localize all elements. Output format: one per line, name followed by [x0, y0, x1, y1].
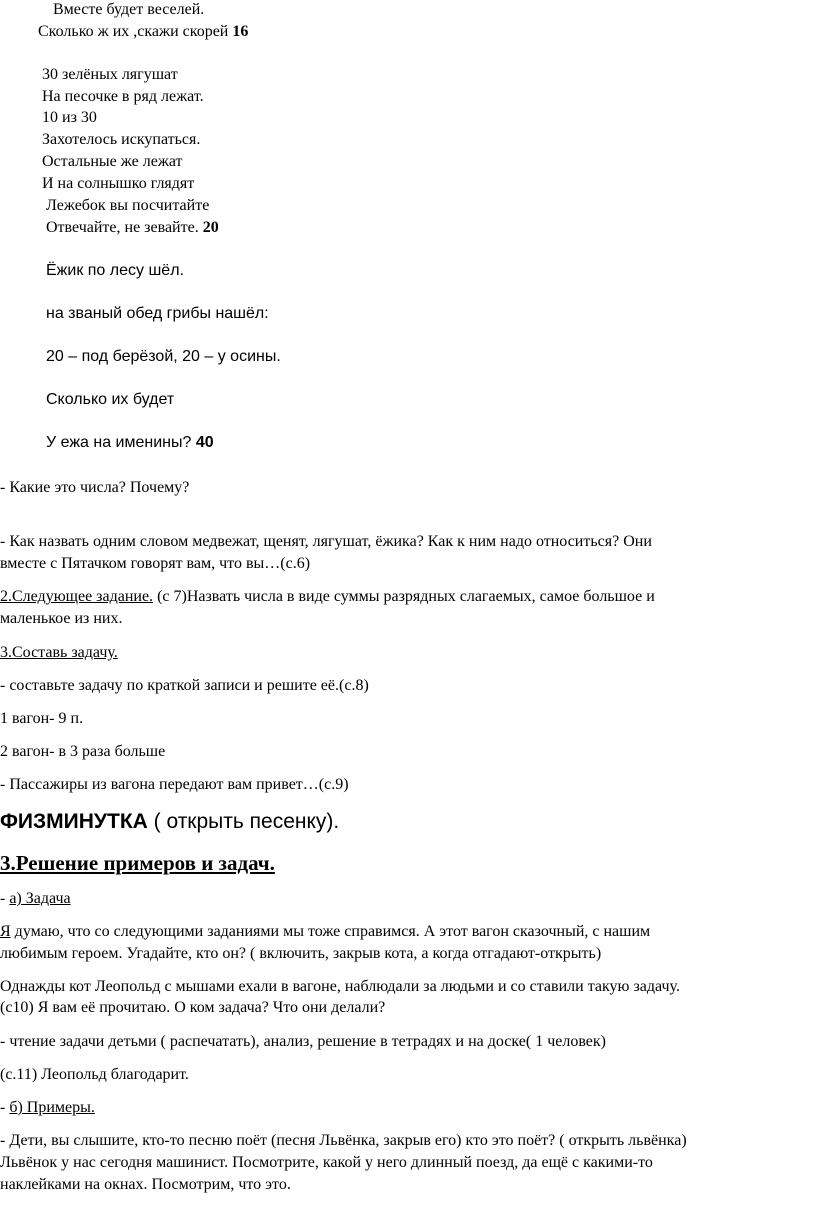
partB-dash: - [0, 1099, 10, 1116]
fizminutka-rest: ( открыть песенку). [147, 810, 340, 833]
task2-label: 2.Следующее задание. [0, 588, 154, 605]
poem2-line-5: Остальные же лежат [42, 153, 183, 170]
partB-p1-line-1: - Дети, вы слышите, кто-то песню поёт (песня Львёнка, закрыв его) кто это поёт? ( открыть львёнка) [0, 1132, 687, 1149]
poem2-line-3: 10 из 30 [42, 109, 97, 126]
partA-p2-line-2: (с10) Я вам её прочитаю. О ком задача? Что они делали? [0, 999, 386, 1016]
poem2-line-4: Захотелось искупаться. [42, 131, 201, 148]
partB-heading [0, 1098, 95, 1118]
partA-p1-ya: Я [0, 923, 11, 940]
fizminutka-bold: ФИЗМИНУТКА [0, 810, 148, 833]
task3-line-1: - составьте задачу по краткой записи и решите её.(с.8) [0, 677, 369, 694]
question-animals-line-2: вместе с Пятачком говорят вам, что вы…(с.6) [0, 555, 311, 572]
poem3-line-3: 20 – под берёзой, 20 – у осины. [46, 348, 281, 365]
poem3-line-5 [46, 433, 214, 453]
poem2-line-8-text: Отвечайте, не зевайте. [46, 219, 199, 236]
task2-line-1 [0, 587, 655, 607]
task3-line-3: 2 вагон- в 3 раза больше [0, 743, 166, 760]
task3-line-4: - Пассажиры из вагона передают вам привет…(с.9) [0, 776, 349, 793]
fizminutka-heading [0, 809, 339, 835]
partB-label: б) Примеры. [9, 1099, 95, 1116]
poem2-line-6: И на солнышко глядят [42, 175, 195, 192]
task3-line-2: 1 вагон- 9 п. [0, 710, 84, 727]
question-numbers: - Какие это числа? Почему? [0, 479, 190, 496]
poem3-line-2: на званый обед грибы нашёл: [46, 305, 269, 322]
section3-heading: 3.Решение примеров и задач. [0, 851, 275, 875]
poem3-line-4: Сколько их будет [46, 391, 175, 408]
partA-p1-line-2: любимым героем. Угадайте, кто он? ( включить, закрыв кота, а когда отгадают-открыть) [0, 945, 602, 962]
poem1-answer: 16 [232, 23, 249, 40]
partA-label: а) Задача [9, 890, 71, 907]
partA-p2-line-1: Однажды кот Леопольд с мышами ехали в вагоне, наблюдали за людьми и со ставили такую задачу. [0, 978, 680, 995]
poem1-line-2-text: Сколько ж их ,скажи скорей [38, 23, 229, 40]
question-animals-line-1: - Как назвать одним словом медвежат, щенят, лягушат, ёжика? Как к ним надо относиться? Они [0, 533, 652, 550]
partA-p3: - чтение задачи детьми ( распечатать), анализ, решение в тетрадях и на доске( 1 человек) [0, 1033, 606, 1050]
partB-p1-line-2: Львёнок у нас сегодня машинист. Посмотрите, какой у него длинный поезд, да ещё с какими-то [0, 1154, 653, 1171]
poem2-line-1: 30 зелёных лягушат [42, 66, 178, 83]
poem3-answer: 40 [195, 434, 214, 451]
task2-text-a: (с 7)Назвать числа в виде суммы разрядных слагаемых, самое большое и [153, 588, 655, 605]
poem2-line-7: Лежебок вы посчитайте [46, 197, 210, 214]
poem2-answer: 20 [202, 219, 219, 236]
task2-line-2: маленькое из них. [0, 610, 123, 627]
poem1-line-2 [38, 22, 248, 42]
poem2-line-2: На песочке в ряд лежат. [42, 88, 204, 105]
partA-p1-text: думаю, что со следующими заданиями мы тоже справимся. А этот вагон сказочный, с нашим [10, 923, 651, 940]
poem2-line-8 [46, 218, 219, 238]
task3-label [0, 643, 118, 663]
partA-dash: - [0, 890, 10, 907]
partA-p1-line-1 [0, 922, 650, 942]
partA-heading [0, 889, 71, 909]
task3-label-text: 3.Составь задачу. [0, 644, 118, 661]
partB-p1-line-3: наклейками на окнах. Посмотрим, что это. [0, 1176, 291, 1193]
poem3-line-1: Ёжик по лесу шёл. [46, 262, 184, 279]
partA-p4: (с.11) Леопольд благодарит. [0, 1066, 189, 1083]
poem1-line-1: Вместе будет веселей. [53, 1, 205, 18]
poem3-line-5-text: У ежа на именины? [46, 434, 192, 451]
